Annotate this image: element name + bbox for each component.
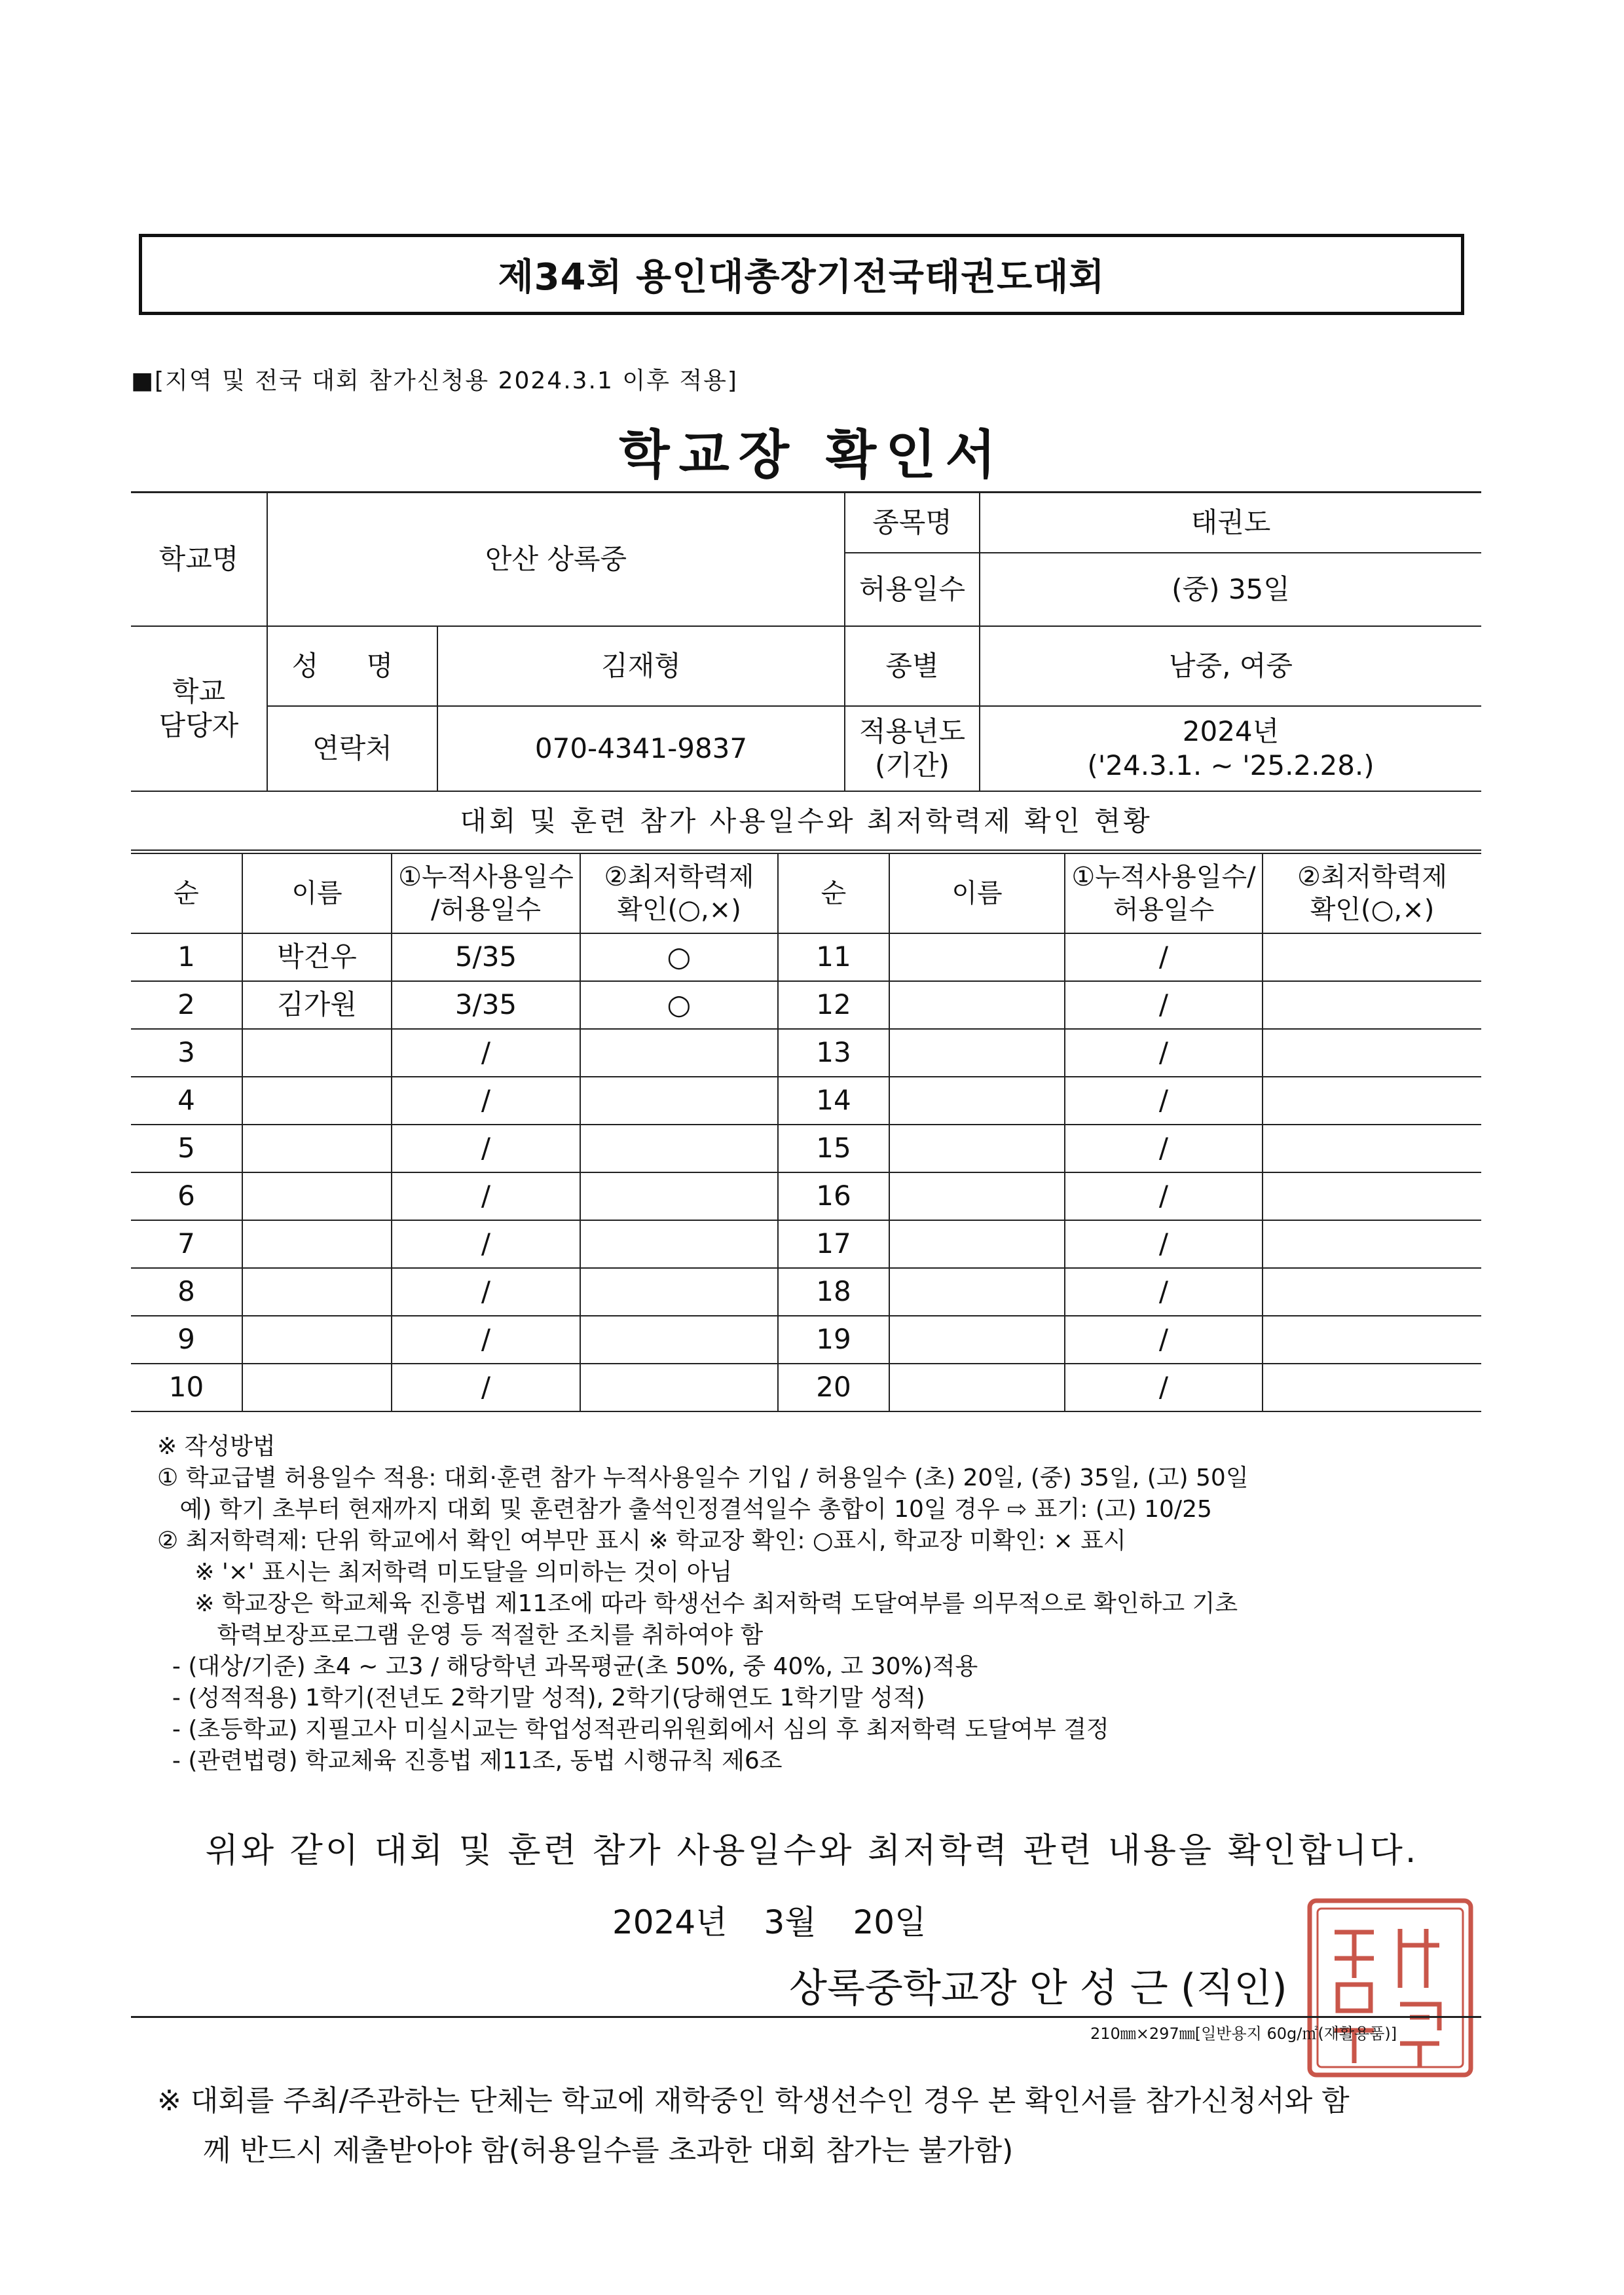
year-value xyxy=(980,706,1481,791)
row-no-right: 13 xyxy=(778,1029,889,1077)
row-days: 5/35 xyxy=(392,933,580,981)
row-check: ○ xyxy=(580,933,778,981)
col-check-right xyxy=(1263,853,1481,933)
col-days-line1: ①누적사용일수 xyxy=(398,862,574,892)
instruction-line: ※ 학교장은 학교체육 진흥법 제11조에 따라 학생선수 최저학력 도달여부를 의무적으로 확인하고 기초 xyxy=(157,1590,1238,1617)
row-check: ○ xyxy=(580,981,778,1029)
principal-signature: 상록중학교장 안 성 근 (직인) xyxy=(789,1966,1287,2011)
row-name: 박건우 xyxy=(242,933,392,981)
row-name xyxy=(242,1029,392,1077)
row-no: 4 xyxy=(131,1077,242,1125)
row-no-right: 18 xyxy=(778,1268,889,1316)
row-check xyxy=(580,1077,778,1125)
instruction-line: - (초등학교) 지필고사 미실시교는 학업성적관리위원회에서 심의 후 최저학력 도달여부 결정 xyxy=(157,1716,1109,1743)
official-seal-icon xyxy=(1302,1893,1479,2083)
row-days-right: / xyxy=(1065,933,1263,981)
instruction-line: - (성적적용) 1학기(전년도 2학기말 성적), 2학기(당해연도 1학기말 성적) xyxy=(157,1685,925,1711)
col-days xyxy=(392,853,580,933)
row-days-right: / xyxy=(1065,1268,1263,1316)
year-label xyxy=(845,706,980,791)
col-no-right: 순 xyxy=(778,853,889,933)
row-check-right xyxy=(1263,1268,1481,1316)
row-name xyxy=(242,1268,392,1316)
col-check-line1: ②최저학력제 xyxy=(604,862,754,892)
instruction-line: - (대상/기준) 초4 ~ 고3 / 해당학년 과목평균(초 50%, 중 40%, 고 30%)적용 xyxy=(157,1653,978,1680)
row-check xyxy=(580,1029,778,1077)
year-value-line1: 2024년 xyxy=(1182,715,1280,747)
row-name xyxy=(242,1220,392,1268)
row-no: 10 xyxy=(131,1364,242,1411)
col-check-right-line1: ②최저학력제 xyxy=(1297,862,1448,892)
usage-row xyxy=(131,1316,1481,1364)
row-name xyxy=(242,1316,392,1364)
usage-row xyxy=(131,981,1481,1029)
usage-row xyxy=(131,1364,1481,1411)
instruction-line: 학력보장프로그램 운영 등 적절한 조치를 취하여야 함 xyxy=(157,1622,764,1649)
usage-subheading: 대회 및 훈련 참가 사용일수와 최저학력제 확인 현황 xyxy=(131,789,1481,851)
col-name-right: 이름 xyxy=(889,853,1065,933)
usage-notice: ■[지역 및 전국 대회 참가신청용 2024.3.1 이후 적용] xyxy=(131,367,738,394)
row-check-right xyxy=(1263,1316,1481,1364)
row-days-right: / xyxy=(1065,1220,1263,1268)
row-days-right: / xyxy=(1065,1364,1263,1411)
row-name xyxy=(242,1077,392,1125)
row-no: 5 xyxy=(131,1125,242,1172)
name-value: 김재형 xyxy=(437,626,845,706)
row-name xyxy=(242,1364,392,1411)
col-check xyxy=(580,853,778,933)
instruction-line: - (관련법령) 학교체육 진흥법 제11조, 동법 시행규칙 제6조 xyxy=(157,1747,783,1774)
row-days: / xyxy=(392,1268,580,1316)
row-name-right xyxy=(889,1077,1065,1125)
contact-value: 070-4341-9837 xyxy=(437,706,845,791)
event-value: 태권도 xyxy=(980,493,1481,553)
row-check-right xyxy=(1263,1364,1481,1411)
usage-row xyxy=(131,1268,1481,1316)
usage-table xyxy=(131,853,1481,1412)
row-check-right xyxy=(1263,1029,1481,1077)
row-check xyxy=(580,1364,778,1411)
name-label: 성 명 xyxy=(267,626,437,706)
usage-row xyxy=(131,1029,1481,1077)
row-no-right: 15 xyxy=(778,1125,889,1172)
confirmation-date: 2024년 3월 20일 xyxy=(612,1903,927,1941)
row-name xyxy=(242,1172,392,1220)
row-days: 3/35 xyxy=(392,981,580,1029)
row-days: / xyxy=(392,1364,580,1411)
row-no: 7 xyxy=(131,1220,242,1268)
instruction-line: ① 학교급별 허용일수 적용: 대회·훈련 참가 누적사용일수 기입 / 허용일수 (초) 20일, (중) 35일, (고) 50일 xyxy=(157,1465,1249,1491)
row-days: / xyxy=(392,1125,580,1172)
row-days: / xyxy=(392,1172,580,1220)
year-label-line2: (기간) xyxy=(875,749,950,781)
row-no-right: 17 xyxy=(778,1220,889,1268)
row-no: 2 xyxy=(131,981,242,1029)
row-check xyxy=(580,1172,778,1220)
category-label: 종별 xyxy=(845,626,980,706)
row-name-right xyxy=(889,1125,1065,1172)
row-no: 8 xyxy=(131,1268,242,1316)
row-days-right: / xyxy=(1065,1316,1263,1364)
manager-label-line2: 담당자 xyxy=(158,709,239,741)
year-value-line2: ('24.3.1. ~ '25.2.28.) xyxy=(1087,749,1375,781)
usage-row xyxy=(131,1125,1481,1172)
school-info-table xyxy=(131,491,1481,792)
usage-row xyxy=(131,1220,1481,1268)
usage-row xyxy=(131,933,1481,981)
row-name-right xyxy=(889,1220,1065,1268)
row-no: 9 xyxy=(131,1316,242,1364)
row-no-right: 14 xyxy=(778,1077,889,1125)
footnote xyxy=(157,2076,1350,2176)
allowed-days-value: (중) 35일 xyxy=(980,553,1481,626)
usage-row xyxy=(131,1077,1481,1125)
event-title: 제34회 용인대총장기전국태권도대회 xyxy=(139,234,1464,315)
row-no-right: 12 xyxy=(778,981,889,1029)
row-check-right xyxy=(1263,1077,1481,1125)
row-days: / xyxy=(392,1077,580,1125)
instruction-line: ※ '×' 표시는 최저학력 미도달을 의미하는 것이 아님 xyxy=(157,1559,733,1586)
row-name-right xyxy=(889,1172,1065,1220)
row-check-right xyxy=(1263,981,1481,1029)
row-no-right: 20 xyxy=(778,1364,889,1411)
year-label-line1: 적용년도 xyxy=(858,715,966,747)
row-days-right: / xyxy=(1065,981,1263,1029)
row-no: 6 xyxy=(131,1172,242,1220)
event-label: 종목명 xyxy=(845,493,980,553)
school-name-label: 학교명 xyxy=(131,493,267,627)
col-days-right xyxy=(1065,853,1263,933)
row-days-right: / xyxy=(1065,1172,1263,1220)
footnote-line1: ※ 대회를 주최/주관하는 단체는 학교에 재학중인 학생선수인 경우 본 확인서를 참가신청서와 함 xyxy=(157,2084,1350,2118)
col-days-line2: /허용일수 xyxy=(430,895,542,925)
row-name-right xyxy=(889,981,1065,1029)
paper-specification: 210㎜×297㎜[일반용지 60g/㎡(재활용품)] xyxy=(1090,2024,1397,2043)
instruction-line: ② 최저학력제: 단위 학교에서 확인 여부만 표시 ※ 학교장 확인: ○표시, 학교장 미확인: × 표시 xyxy=(157,1527,1126,1554)
row-name-right xyxy=(889,1029,1065,1077)
row-check-right xyxy=(1263,933,1481,981)
col-name: 이름 xyxy=(242,853,392,933)
row-no-right: 19 xyxy=(778,1316,889,1364)
row-name-right xyxy=(889,933,1065,981)
row-name xyxy=(242,1125,392,1172)
row-check-right xyxy=(1263,1125,1481,1172)
col-days-right-line2: 허용일수 xyxy=(1113,895,1215,925)
row-no: 1 xyxy=(131,933,242,981)
footnote-line2: 께 반드시 제출받아야 함(허용일수를 초과한 대회 참가는 불가함) xyxy=(203,2134,1014,2167)
row-no-right: 11 xyxy=(778,933,889,981)
row-name-right xyxy=(889,1364,1065,1411)
confirmation-statement: 위와 같이 대회 및 훈련 참가 사용일수와 최저학력 관련 내용을 확인합니다. xyxy=(205,1831,1419,1871)
row-days-right: / xyxy=(1065,1077,1263,1125)
manager-label xyxy=(131,626,267,791)
row-check xyxy=(580,1316,778,1364)
allowed-days-label: 허용일수 xyxy=(845,553,980,626)
row-check xyxy=(580,1268,778,1316)
row-name-right xyxy=(889,1316,1065,1364)
row-days: / xyxy=(392,1220,580,1268)
row-no: 3 xyxy=(131,1029,242,1077)
instruction-line: ※ 작성방법 xyxy=(157,1433,276,1460)
row-check xyxy=(580,1220,778,1268)
manager-label-line1: 학교 xyxy=(172,675,226,707)
usage-row xyxy=(131,1172,1481,1220)
row-days-right: / xyxy=(1065,1125,1263,1172)
school-name-value: 안산 상록중 xyxy=(267,493,845,627)
row-days: / xyxy=(392,1316,580,1364)
col-no: 순 xyxy=(131,853,242,933)
row-name-right xyxy=(889,1268,1065,1316)
col-check-right-line2: 확인(○,×) xyxy=(1310,895,1435,925)
instruction-line: 예) 학기 초부터 현재까지 대회 및 훈련참가 출석인정결석일수 총합이 10일 경우 ⇨ 표기: (고) 10/25 xyxy=(157,1496,1212,1523)
row-days-right: / xyxy=(1065,1029,1263,1077)
document-title: 학교장 확인서 xyxy=(619,424,1005,485)
row-days: / xyxy=(392,1029,580,1077)
bottom-divider xyxy=(131,2016,1481,2018)
writing-instructions xyxy=(157,1431,1249,1777)
contact-label: 연락처 xyxy=(267,706,437,791)
col-check-line2: 확인(○,×) xyxy=(617,895,741,925)
row-check-right xyxy=(1263,1172,1481,1220)
row-check-right xyxy=(1263,1220,1481,1268)
row-no-right: 16 xyxy=(778,1172,889,1220)
col-days-right-line1: ①누적사용일수/ xyxy=(1071,862,1256,892)
row-check xyxy=(580,1125,778,1172)
row-name: 김가원 xyxy=(242,981,392,1029)
category-value: 남중, 여중 xyxy=(980,626,1481,706)
